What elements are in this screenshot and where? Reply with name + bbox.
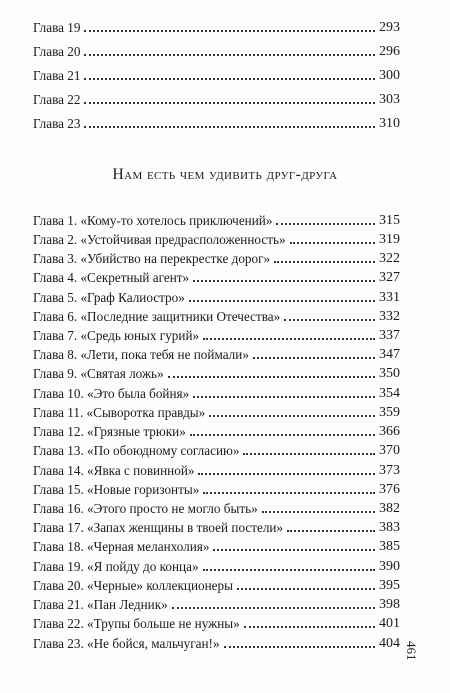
toc-chapter-title: Глава 13. «По обоюдному согласию» [33, 443, 240, 458]
toc-page-number: 404 [379, 636, 400, 651]
toc-row [33, 437, 400, 459]
toc-page-number: 382 [379, 501, 400, 516]
dot-leader [84, 54, 375, 56]
toc-page-number: 373 [379, 463, 400, 478]
dot-leader [290, 242, 375, 244]
toc-page-number: 366 [379, 424, 400, 439]
toc-row [33, 533, 400, 555]
toc-page-number: 337 [379, 328, 400, 343]
toc-page-number: 293 [379, 20, 400, 35]
toc-chapter-title: Глава 15. «Новые горизонты» [33, 482, 200, 497]
toc-page-number: 322 [379, 251, 400, 266]
toc-row [33, 110, 400, 132]
toc-chapter-title: Глава 5. «Граф Калиостро» [33, 290, 185, 305]
dot-leader [287, 530, 375, 532]
toc-page-number: 332 [379, 309, 400, 324]
toc-page-number: 370 [379, 443, 400, 458]
toc-page-number: 385 [379, 539, 400, 554]
toc-chapter-title: Глава 22 [33, 92, 81, 107]
toc-chapter-title: Глава 21. «Пан Ледник» [33, 597, 168, 612]
toc-page-number: 310 [379, 116, 400, 131]
toc-page-number: 296 [379, 44, 400, 59]
dot-leader [253, 357, 375, 359]
toc-chapter-title: Глава 23. «Не бойся, мальчуган!» [33, 636, 220, 651]
toc-row [33, 360, 400, 382]
toc-page-number: 327 [379, 270, 400, 285]
toc-chapter-title: Глава 12. «Грязные трюки» [33, 424, 186, 439]
toc-row [33, 610, 400, 632]
dot-leader [284, 319, 375, 321]
dot-leader [198, 473, 375, 475]
toc-page-number: 376 [379, 482, 400, 497]
dot-leader [84, 102, 375, 104]
toc-page-number: 395 [379, 578, 400, 593]
dot-leader [224, 646, 375, 648]
toc-chapter-title: Глава 14. «Явка с повинной» [33, 463, 195, 478]
toc-chapter-title: Глава 19. «Я пойду до конца» [33, 559, 199, 574]
toc-chapter-title: Глава 3. «Убийство на перекрестке дорог» [33, 251, 271, 266]
toc-chapter-title: Глава 2. «Устойчивая предрасположенность» [33, 232, 286, 247]
dot-leader [244, 626, 375, 628]
dot-leader [237, 588, 375, 590]
dot-leader [189, 300, 375, 302]
toc-page-number: 319 [379, 232, 400, 247]
toc-row [33, 62, 400, 84]
toc-page-number: 398 [379, 597, 400, 612]
toc-page-number: 300 [379, 68, 400, 83]
toc-chapter-title: Глава 19 [33, 20, 81, 35]
dot-leader [190, 434, 375, 436]
dot-leader [193, 280, 375, 282]
dot-leader [193, 396, 375, 398]
toc-page-number: 354 [379, 386, 400, 401]
toc-chapter-title: Глава 8. «Лети, пока тебя не поймали» [33, 347, 249, 362]
toc-page-number: 401 [379, 616, 400, 631]
dot-leader [213, 549, 375, 551]
toc-page-number: 359 [379, 405, 400, 420]
toc-chapter-title: Глава 4. «Секретный агент» [33, 270, 190, 285]
toc-chapter-title: Глава 18. «Черная меланхолия» [33, 539, 210, 554]
toc-chapter-title: Глава 9. «Святая ложь» [33, 366, 164, 381]
dot-leader [203, 338, 375, 340]
toc-page-number: 383 [379, 520, 400, 535]
dot-leader [172, 607, 375, 609]
toc-chapter-title: Глава 17. «Запах женщины в твоей постели» [33, 520, 284, 535]
toc-row [33, 630, 400, 652]
dot-leader [203, 492, 375, 494]
toc-row [33, 14, 400, 36]
dot-leader [84, 78, 375, 80]
toc-row [33, 38, 400, 60]
toc-page-number: 390 [379, 559, 400, 574]
toc-page-number: 347 [379, 347, 400, 362]
dot-leader [243, 453, 375, 455]
toc-chapter-title: Глава 23 [33, 116, 81, 131]
toc-chapter-title: Глава 22. «Трупы больше не нужны» [33, 616, 240, 631]
toc-chapter-title: Глава 7. «Средь юных гурий» [33, 328, 200, 343]
toc-page-number: 303 [379, 92, 400, 107]
dot-leader [203, 569, 375, 571]
dot-leader [168, 376, 375, 378]
toc-chapter-title: Глава 20. «Черные» коллекционеры [33, 578, 233, 593]
toc-row [33, 86, 400, 108]
toc-chapter-title: Глава 6. «Последние защитники Отечества» [33, 309, 281, 324]
dot-leader [209, 415, 375, 417]
toc-chapter-title: Глава 11. «Сыворотка правды» [33, 405, 206, 420]
dot-leader [274, 261, 375, 263]
section-title: Нам есть чем удивить друг-друга [112, 166, 338, 183]
dot-leader [84, 126, 375, 128]
toc-chapter-title: Глава 16. «Этого просто не могло быть» [33, 501, 258, 516]
toc-chapter-title: Глава 20 [33, 44, 81, 59]
dot-leader [84, 30, 375, 32]
toc-page-number: 331 [379, 290, 400, 305]
dot-leader [262, 511, 375, 513]
dot-leader [276, 223, 375, 225]
page-folio: 461 [404, 641, 419, 661]
toc-chapter-title: Глава 1. «Кому-то хотелось приключений» [33, 213, 273, 228]
toc-chapter-title: Глава 21 [33, 68, 81, 83]
toc-page-number: 315 [379, 213, 400, 228]
toc-chapter-title: Глава 10. «Это была бойня» [33, 386, 190, 401]
toc-row [33, 264, 400, 286]
toc-page-number: 350 [379, 366, 400, 381]
